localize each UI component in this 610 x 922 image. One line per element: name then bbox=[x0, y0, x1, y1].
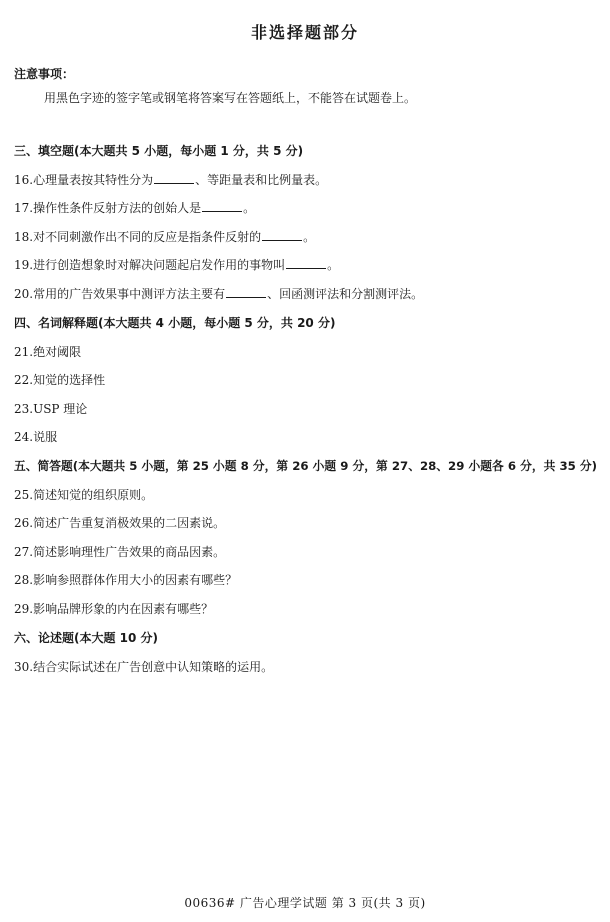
notice-body: 用黑色字迹的签字笔或钢笔将答案写在答题纸上，不能答在试题卷上。 bbox=[44, 91, 417, 105]
section-terms-heading: 四、名词解释题(本大题共 4 小题，每小题 5 分，共 20 分) bbox=[14, 316, 336, 330]
question-25: 25.简述知觉的组织原则。 bbox=[14, 488, 154, 502]
question-26: 26.简述广告重复消极效果的二因素说。 bbox=[14, 516, 226, 530]
notice-heading: 注意事项： bbox=[14, 67, 75, 81]
question-27: 27.简述影响理性广告效果的商品因素。 bbox=[14, 545, 226, 559]
question-19-text-before: 19.进行创造想象时对解决问题起启发作用的事物叫 bbox=[14, 258, 286, 272]
question-19-blank bbox=[286, 257, 326, 269]
question-30: 30.结合实际试述在广告创意中认知策略的运用。 bbox=[14, 660, 274, 674]
question-16-blank bbox=[154, 172, 194, 184]
question-19 bbox=[14, 256, 339, 273]
question-20 bbox=[14, 285, 423, 302]
question-17-blank bbox=[202, 200, 242, 212]
question-20-text-after: 、回函测评法和分割测评法。 bbox=[267, 287, 424, 301]
question-18-blank bbox=[262, 229, 302, 241]
section-fill-heading: 三、填空题(本大题共 5 小题，每小题 1 分，共 5 分) bbox=[14, 144, 304, 158]
question-20-text-before: 20.常用的广告效果事中测评方法主要有 bbox=[14, 287, 226, 301]
section-short-heading: 五、简答题(本大题共 5 小题，第 25 小题 8 分，第 26 小题 9 分，第 27、28、29 小题各 6 分，共 35 分) bbox=[14, 459, 598, 473]
question-16-text-after: 、等距量表和比例量表。 bbox=[195, 173, 328, 187]
question-17-text-before: 17.操作性条件反射方法的创始人是 bbox=[14, 201, 202, 215]
question-17-text-after: 。 bbox=[243, 201, 256, 215]
question-28: 28.影响参照群体作用大小的因素有哪些？ bbox=[14, 573, 238, 587]
question-19-text-after: 。 bbox=[327, 258, 340, 272]
question-18 bbox=[14, 228, 315, 245]
question-24: 24.说服 bbox=[14, 430, 58, 444]
question-23: 23.USP 理论 bbox=[14, 402, 88, 416]
page-footer: 00636# 广告心理学试题 第 3 页(共 3 页) bbox=[184, 896, 426, 910]
question-22: 22.知觉的选择性 bbox=[14, 373, 106, 387]
page-title: 非选择题部分 bbox=[250, 23, 359, 42]
question-21: 21.绝对阈限 bbox=[14, 345, 82, 359]
question-17 bbox=[14, 199, 255, 216]
question-16-text-before: 16.心理量表按其特性分为 bbox=[14, 173, 154, 187]
question-18-text-before: 18.对不同刺激作出不同的反应是指条件反射的 bbox=[14, 230, 262, 244]
section-essay-heading: 六、论述题(本大题 10 分) bbox=[14, 631, 159, 645]
question-18-text-after: 。 bbox=[303, 230, 316, 244]
question-20-blank bbox=[226, 286, 266, 298]
question-16 bbox=[14, 171, 327, 188]
question-29: 29.影响品牌形象的内在因素有哪些？ bbox=[14, 602, 214, 616]
